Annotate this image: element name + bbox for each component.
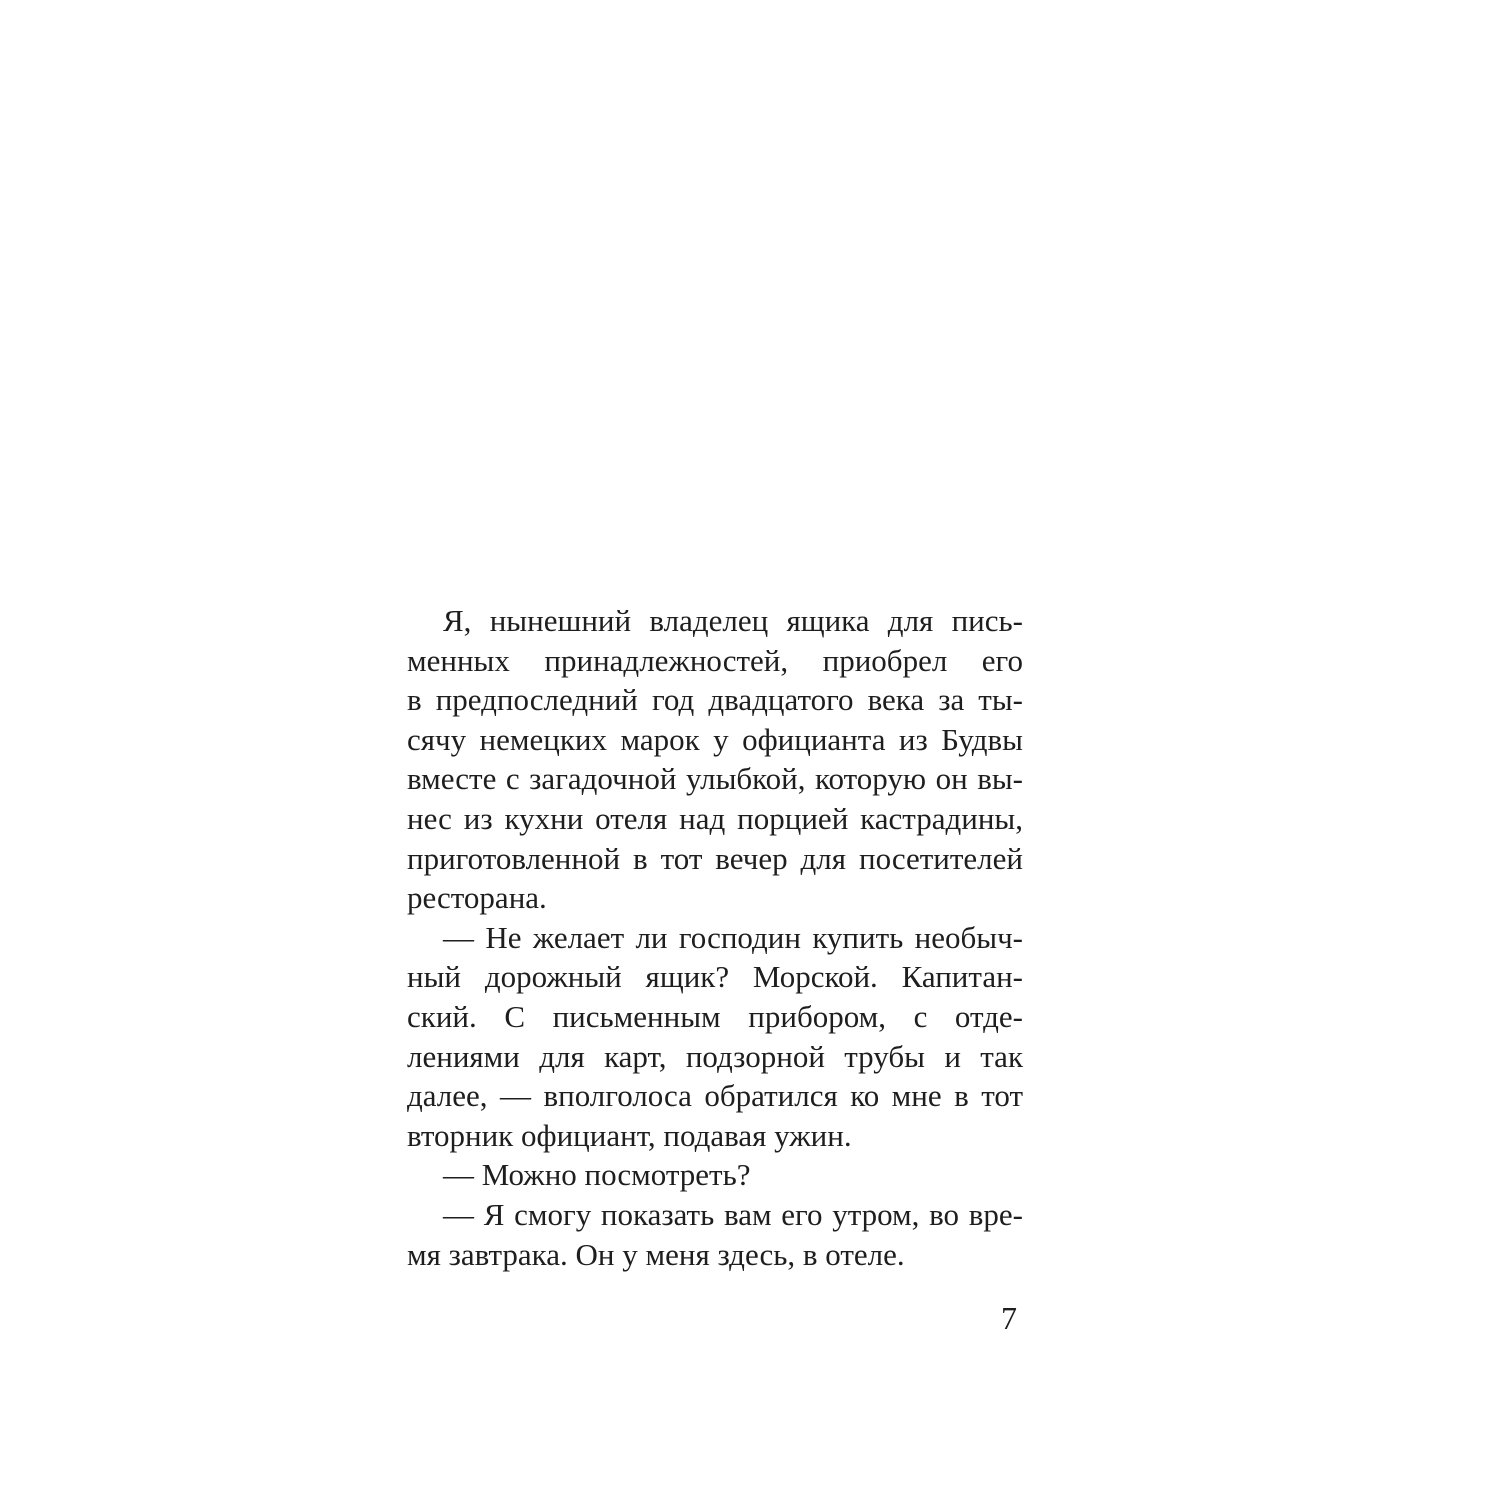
text-line: мя завтрака. Он у меня здесь, в отеле.: [407, 1236, 905, 1272]
text-line: ресторана.: [407, 880, 547, 916]
body-text: [407, 601, 1023, 1274]
text-line: — Можно посмотреть?: [443, 1157, 751, 1193]
paragraph-4: [407, 1195, 1023, 1274]
text-line: менных принадлежностей, приобрел его: [407, 642, 1023, 678]
text-line: — Не желает ли господин купить необыч-: [443, 919, 1023, 955]
paragraph-2: [407, 918, 1023, 1156]
paragraph-1: [407, 601, 1023, 918]
text-line: вместе с загадочной улыбкой, которую он вы-: [407, 761, 1023, 797]
paragraph-3: [407, 1155, 1023, 1195]
text-line: Я, нынешний владелец ящика для пись-: [443, 603, 1023, 638]
text-line: лениями для карт, подзорной трубы и так: [407, 1038, 1023, 1074]
text-line: вторник официант, подавая ужин.: [407, 1117, 852, 1153]
text-line: ский. С письменным прибором, с отде-: [407, 998, 1023, 1034]
text-line: далее, — вполголоса обратился ко мне в тот: [407, 1078, 1023, 1114]
text-line: — Я смогу показать вам его утром, во вре-: [443, 1196, 1023, 1232]
page-number: 7: [1001, 1300, 1017, 1336]
text-line: приготовленной в тот вечер для посетителей: [407, 840, 1023, 876]
text-line: нес из кухни отеля над порцией кастрадины,: [407, 800, 1023, 836]
text-line: сячу немецких марок у официанта из Будвы: [407, 721, 1023, 757]
text-line: ный дорожный ящик? Морской. Капитан-: [407, 959, 1023, 995]
text-line: в предпоследний год двадцатого века за ты-: [407, 682, 1023, 718]
